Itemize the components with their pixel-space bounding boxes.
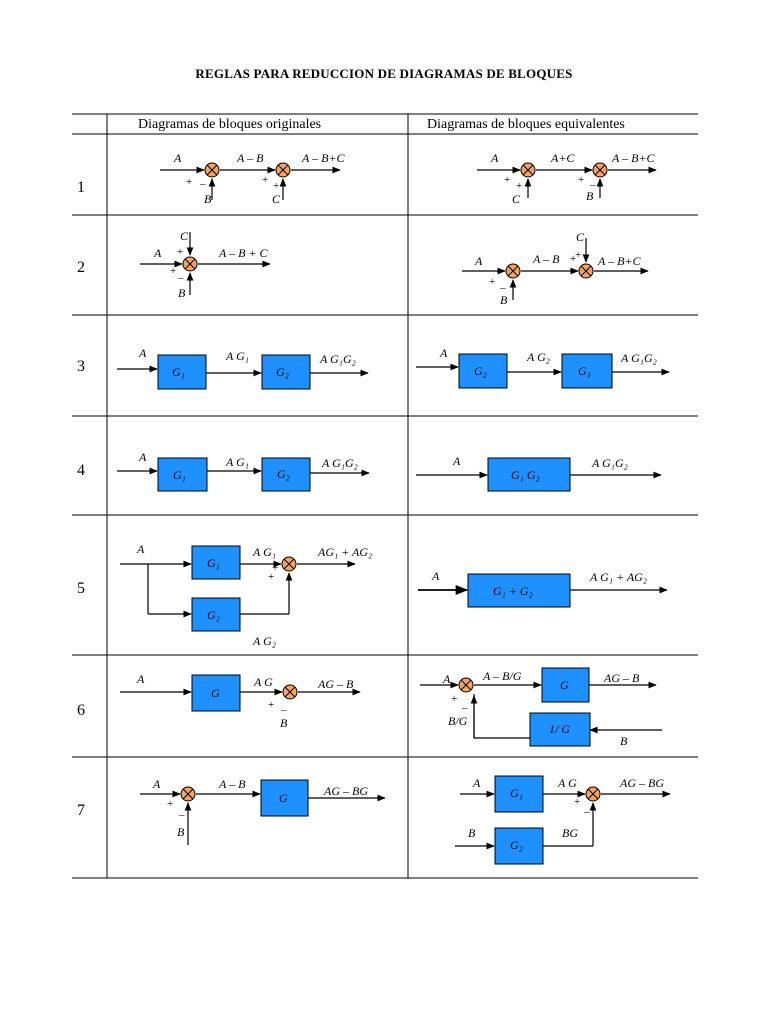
block-label: G	[560, 678, 569, 692]
signal-label: A – B	[219, 777, 246, 791]
signal-label: AG – BG	[620, 776, 664, 790]
signal-label: A G₁	[253, 545, 276, 559]
summing-junction	[521, 163, 535, 177]
sign-label: +	[170, 265, 177, 277]
signal-label: A – B	[533, 252, 560, 266]
summing-junction	[183, 257, 197, 271]
signal-label: A	[443, 672, 451, 686]
signal-label: A G	[254, 675, 273, 689]
signal-label: AG – B	[318, 677, 354, 691]
sign-label: –	[500, 282, 506, 294]
signal-label: A G₁	[226, 455, 249, 469]
signal-label: A	[453, 454, 461, 468]
signal-label: A	[432, 569, 440, 583]
signal-label: A	[139, 346, 147, 360]
row-number-3: 3	[77, 358, 85, 375]
signal-label: A G₁G₂	[621, 351, 657, 365]
signal-label: AG₁ + AG₂	[318, 545, 373, 559]
signal-label: A	[473, 776, 481, 790]
sign-label: –	[200, 178, 206, 190]
summing-junction	[181, 787, 195, 801]
signal-label: A G₂	[253, 634, 276, 648]
block-label: G₂	[474, 364, 487, 378]
signal-label: B	[500, 293, 508, 307]
sign-label: +	[451, 693, 458, 705]
page-title: REGLAS PARA REDUCCION DE DIAGRAMAS DE BLOQUES	[195, 66, 573, 81]
row-number-7: 7	[77, 802, 85, 819]
signal-label: B	[586, 189, 594, 203]
signal-label: A	[137, 672, 145, 686]
signal-label: B	[620, 734, 628, 748]
sign-label: +	[167, 798, 174, 810]
block-label: G₁	[578, 364, 591, 378]
sign-label: +	[489, 276, 496, 288]
sign-label: +	[177, 246, 184, 258]
summing-junction	[276, 163, 290, 177]
signal-label: A G₁G₂	[592, 456, 628, 470]
summing-junction	[205, 163, 219, 177]
block-label: G	[211, 686, 220, 700]
block-label: G₂	[277, 467, 290, 481]
sign-label: +	[186, 176, 193, 188]
signal-label: C	[512, 192, 521, 206]
block-label: G₁	[172, 365, 185, 379]
sign-label: –	[590, 179, 596, 191]
sign-label: +	[570, 253, 577, 265]
sign-label: +	[574, 796, 581, 808]
summing-junction	[459, 678, 473, 692]
signal-label: A+C	[551, 151, 575, 165]
sign-label: +	[273, 180, 280, 192]
sign-label: –	[584, 806, 590, 818]
sign-label: –	[281, 704, 287, 716]
signal-label: A G₁ + AG₂	[590, 570, 647, 584]
signal-label: A – B/G	[483, 669, 522, 683]
signal-label: A	[440, 346, 448, 360]
block-label: G₂	[510, 838, 523, 852]
signal-label: C	[180, 229, 189, 243]
signal-label: B	[177, 825, 185, 839]
row3-original-diagram	[117, 369, 368, 373]
signal-label: A	[154, 246, 162, 260]
sign-label: +	[504, 174, 511, 186]
block-label: G₂	[207, 608, 220, 622]
signal-label: A G₁	[226, 349, 249, 363]
signal-label: B	[178, 286, 186, 300]
signal-label: A – B	[237, 151, 264, 165]
row-number-4: 4	[77, 462, 85, 479]
sign-label: +	[516, 180, 523, 192]
signal-label: A G₁G₂	[320, 352, 356, 366]
signal-label: A	[491, 151, 499, 165]
sign-label: –	[462, 702, 468, 714]
header-original: Diagramas de bloques originales	[138, 117, 322, 132]
signal-label: C	[576, 230, 585, 244]
row-number-5: 5	[77, 580, 85, 597]
summing-junction	[506, 264, 520, 278]
signal-label: AG – BG	[324, 784, 368, 798]
signal-label: A	[174, 151, 182, 165]
signal-label: A – B+C	[302, 151, 345, 165]
sign-label: +	[578, 174, 585, 186]
block-label: G₁	[173, 468, 186, 482]
signal-label: A	[475, 254, 483, 268]
signal-label: A	[137, 542, 145, 556]
signal-label: BG	[562, 826, 578, 840]
sign-label: –	[178, 272, 184, 284]
signal-label: A G	[558, 776, 577, 790]
header-equivalent: Diagramas de bloques equivalentes	[427, 117, 625, 132]
row3-equivalent-diagram	[416, 367, 669, 372]
signal-label: A – B + C	[219, 246, 268, 260]
block-label: G₁	[510, 786, 523, 800]
block-label: G₁ G₂	[511, 468, 540, 482]
row4-original-diagram	[117, 471, 369, 473]
signal-label: A G₁G₂	[322, 456, 358, 470]
row-number-2: 2	[77, 259, 85, 276]
sign-label: +	[575, 249, 582, 261]
table-grid	[72, 114, 698, 878]
signal-label: B	[468, 826, 476, 840]
row2-equivalent-diagram	[462, 238, 648, 300]
sign-label: +	[272, 562, 279, 574]
signal-label: A – B+C	[598, 254, 641, 268]
block-label: G₂	[276, 365, 289, 379]
sign-label: –	[179, 809, 185, 821]
signal-label: A	[153, 777, 161, 791]
block-label: G₁ + G₂	[493, 584, 533, 598]
signal-label: B	[204, 192, 212, 206]
signal-label: B	[280, 716, 288, 730]
signal-label: A G₂	[527, 350, 550, 364]
summing-junction	[586, 787, 600, 801]
summing-junction	[282, 557, 296, 571]
sign-label: +	[268, 571, 275, 583]
signal-label: A	[139, 450, 147, 464]
signal-label: B/G	[448, 714, 468, 728]
summing-junction	[283, 685, 297, 699]
block-label: 1/ G	[549, 722, 570, 736]
row2-original-diagram	[140, 232, 270, 295]
block-label: G₁	[207, 556, 220, 570]
sign-label: +	[262, 174, 269, 186]
row-number-6: 6	[77, 702, 85, 719]
summing-junction	[579, 264, 593, 278]
block-label: G	[279, 791, 288, 805]
signal-label: A – B+C	[612, 151, 655, 165]
row-number-1: 1	[77, 179, 85, 196]
sign-label: +	[268, 699, 275, 711]
signal-label: AG – B	[604, 671, 640, 685]
signal-label: C	[272, 192, 281, 206]
summing-junction	[593, 163, 607, 177]
